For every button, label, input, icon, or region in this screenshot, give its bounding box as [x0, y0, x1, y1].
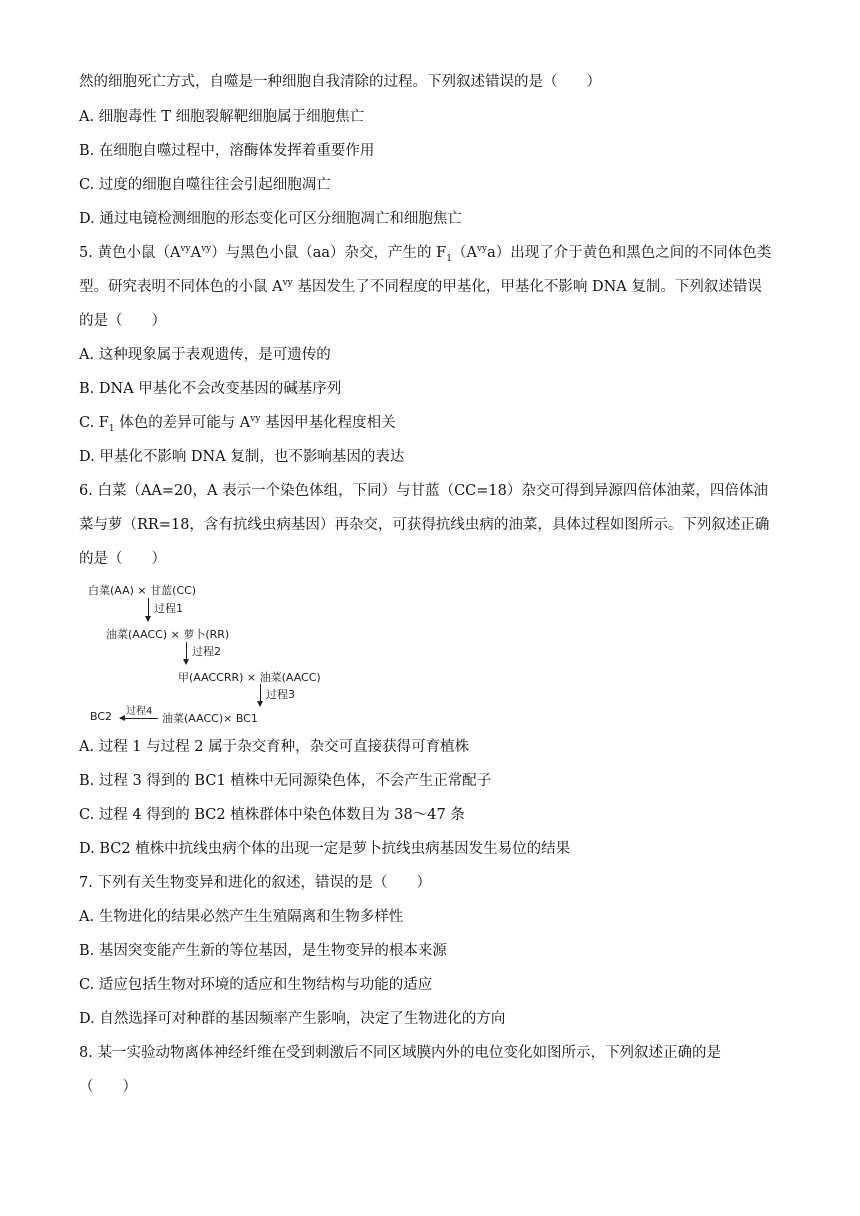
q5-superscript: vy	[476, 244, 488, 255]
diagram-bc2: BC2	[90, 710, 113, 723]
q5-text: 5. 黄色小鼠（A	[79, 245, 181, 261]
q4-option-c: C. 过度的细胞自噬往往会引起细胞凋亡	[79, 177, 331, 193]
q5-subscript: 1	[108, 423, 115, 434]
q5-stem-line-1	[79, 243, 771, 263]
q5-stem-line-3: 的是（ ）	[79, 313, 166, 329]
q5-option-a: A. 这种现象属于表观遗传，是可遗传的	[79, 347, 331, 363]
q5-text: （A	[451, 245, 477, 261]
q6-stem-line-2: 菜与萝（RR=18，含有抗线虫病基因）再杂交，可获得抗线虫病的油菜，具体过程如图所示。下列叙述正确	[79, 517, 770, 533]
q4-option-a: A. 细胞毒性 T 细胞裂解靶细胞属于细胞焦亡	[79, 109, 365, 125]
q5-text: C. F	[79, 415, 109, 431]
diagram-row-4: 油菜(AACC)× BC1	[162, 712, 258, 725]
q5-text: 基因发生了不同程度的甲基化，甲基化不影响 DNA 复制。下列叙述错误	[292, 279, 762, 295]
q5-superscript: vy	[250, 414, 261, 425]
q6-option-a: A. 过程 1 与过程 2 属于杂交育种，杂交可直接获得可育植株	[79, 739, 470, 755]
q7-option-a: A. 生物进化的结果必然产生生殖隔离和生物多样性	[79, 909, 404, 925]
q7-option-c: C. 适应包括生物对环境的适应和生物结构与功能的适应	[79, 977, 433, 993]
q4-option-b: B. 在细胞自噬过程中，溶酶体发挥着重要作用	[79, 143, 375, 159]
q5-option-c	[79, 413, 396, 433]
q5-text: 型。研究表明不同体色的小鼠 A	[79, 279, 283, 295]
diagram-step-1: 过程1	[154, 602, 183, 615]
q5-superscript: vy	[201, 244, 212, 255]
diagram-step-4: 过程4	[126, 706, 153, 717]
breeding-process-diagram	[80, 578, 380, 728]
q5-text: A	[190, 245, 202, 261]
q4-option-d: D. 通过电镜检测细胞的形态变化可区分细胞凋亡和细胞焦亡	[79, 211, 462, 227]
q5-stem-line-2	[79, 277, 762, 297]
q8-stem-line-2: （ ）	[79, 1079, 137, 1095]
q5-subscript: 1	[446, 253, 452, 264]
q7-stem: 7. 下列有关生物变异和进化的叙述，错误的是（ ）	[79, 875, 431, 891]
q6-stem-line-1: 6. 白菜（AA=20，A 表示一个染色体组，下同）与甘蓝（CC=18）杂交可得到异源四倍体油菜，四倍体油	[79, 483, 768, 499]
q8-stem-line-1: 8. 某一实验动物离体神经纤维在受到刺激后不同区域膜内外的电位变化如图所示，下列叙述正确的是	[79, 1045, 721, 1061]
q6-option-c: C. 过程 4 得到的 BC2 植株群体中染色体数目为 38～47 条	[79, 807, 465, 823]
q5-text: 基因甲基化程度相关	[260, 415, 396, 431]
q5-option-b: B. DNA 甲基化不会改变基因的碱基序列	[79, 381, 342, 397]
arrow-left-icon	[120, 718, 158, 719]
q7-option-b: B. 基因突变能产生新的等位基因，是生物变异的根本来源	[79, 943, 447, 959]
q5-text: 体色的差异可能与 A	[114, 415, 251, 431]
diagram-row-1: 白菜(AA) × 甘蓝(CC)	[88, 584, 197, 597]
q5-option-d: D. 甲基化不影响 DNA 复制，也不影响基因的表达	[79, 449, 405, 465]
q5-text: a）出现了介于黄色和黑色之间的不同体色类	[487, 245, 772, 261]
diagram-step-3: 过程3	[266, 688, 295, 701]
q5-text: ）与黑色小鼠（aa）杂交，产生的 F	[211, 245, 447, 261]
arrow-down-icon	[260, 684, 261, 706]
q5-superscript: vy	[180, 244, 191, 255]
arrow-down-icon	[148, 598, 149, 621]
q6-stem-line-3: 的是（ ）	[79, 551, 166, 567]
q6-option-d: D. BC2 植株中抗线虫病个体的出现一定是萝卜抗线虫病基因发生易位的结果	[79, 841, 571, 857]
diagram-row-3: 甲(AACCRR) × 油菜(AACC)	[178, 671, 321, 684]
arrow-down-icon	[186, 642, 187, 664]
q6-option-b: B. 过程 3 得到的 BC1 植株中无同源染色体，不会产生正常配子	[79, 773, 492, 789]
q4-stem-end: 然的细胞死亡方式，自噬是一种细胞自我清除的过程。下列叙述错误的是（ ）	[79, 74, 601, 90]
diagram-step-2: 过程2	[192, 645, 221, 658]
diagram-row-2: 油菜(AACC) × 萝卜(RR)	[106, 628, 230, 641]
q5-superscript: vy	[282, 278, 293, 289]
q7-option-d: D. 自然选择可对种群的基因频率产生影响，决定了生物进化的方向	[79, 1011, 506, 1027]
